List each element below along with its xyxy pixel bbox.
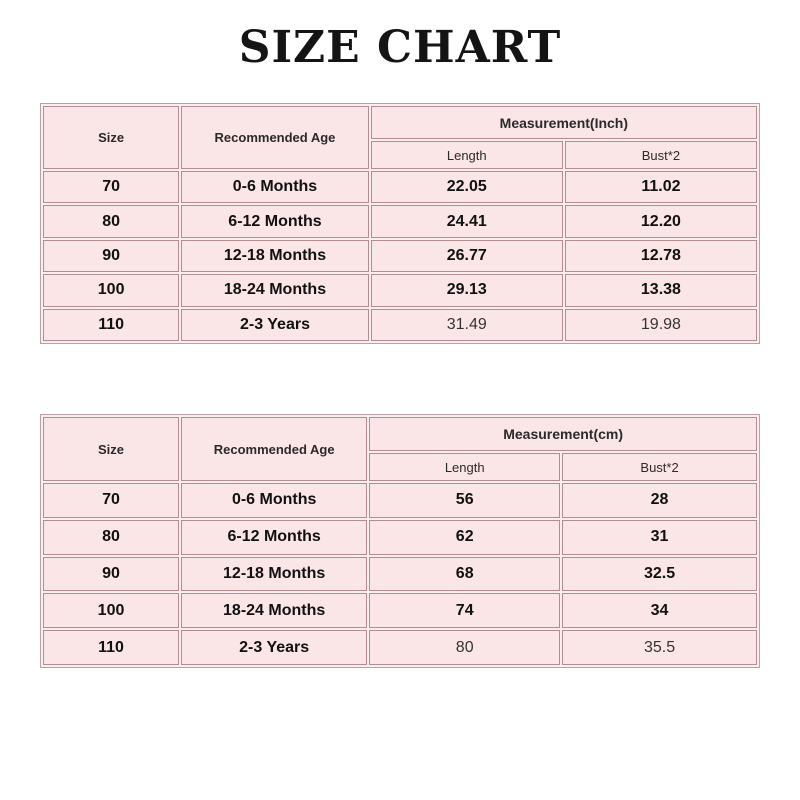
cell-age: 12-18 Months	[181, 557, 367, 592]
cell-bust: 12.78	[565, 240, 757, 272]
cell-length: 62	[369, 520, 560, 555]
cell-bust: 28	[562, 483, 757, 518]
table-row	[43, 557, 757, 592]
cell-age: 0-6 Months	[181, 171, 368, 203]
cell-length: 22.05	[371, 171, 563, 203]
cell-size: 110	[43, 630, 179, 665]
cell-length: 24.41	[371, 205, 563, 237]
cell-age: 2-3 Years	[181, 630, 367, 665]
size-chart-inch-table	[40, 103, 760, 344]
table-row	[43, 205, 757, 237]
cell-length: 26.77	[371, 240, 563, 272]
header-bust: Bust*2	[565, 141, 757, 169]
cell-size: 90	[43, 240, 179, 272]
cell-size: 80	[43, 205, 179, 237]
header-recommended-age: Recommended Age	[181, 106, 368, 169]
table-row	[43, 483, 757, 518]
cell-bust: 11.02	[565, 171, 757, 203]
cell-length: 68	[369, 557, 560, 592]
cell-length: 31.49	[371, 309, 563, 341]
cell-age: 2-3 Years	[181, 309, 368, 341]
cell-length: 80	[369, 630, 560, 665]
table-row	[43, 274, 757, 306]
table-row	[43, 520, 757, 555]
table-row	[43, 630, 757, 665]
cell-bust: 19.98	[565, 309, 757, 341]
table-row	[43, 171, 757, 203]
table-row	[43, 593, 757, 628]
cell-bust: 34	[562, 593, 757, 628]
cell-age: 18-24 Months	[181, 593, 367, 628]
header-measurement: Measurement(Inch)	[371, 106, 757, 139]
cell-size: 70	[43, 171, 179, 203]
cell-age: 6-12 Months	[181, 520, 367, 555]
header-bust: Bust*2	[562, 453, 757, 481]
cell-bust: 12.20	[565, 205, 757, 237]
page-title: SIZE CHART	[238, 22, 562, 73]
cell-size: 100	[43, 274, 179, 306]
cell-bust: 13.38	[565, 274, 757, 306]
cell-size: 90	[43, 557, 179, 592]
table-row	[43, 240, 757, 272]
cell-size: 70	[43, 483, 179, 518]
cell-size: 110	[43, 309, 179, 341]
cell-size: 100	[43, 593, 179, 628]
cell-age: 18-24 Months	[181, 274, 368, 306]
cell-age: 12-18 Months	[181, 240, 368, 272]
cell-bust: 35.5	[562, 630, 757, 665]
cell-bust: 31	[562, 520, 757, 555]
header-size: Size	[43, 417, 179, 481]
header-size: Size	[43, 106, 179, 169]
table-row	[43, 309, 757, 341]
cell-length: 74	[369, 593, 560, 628]
cell-size: 80	[43, 520, 179, 555]
cell-length: 56	[369, 483, 560, 518]
header-measurement: Measurement(cm)	[369, 417, 757, 451]
cell-length: 29.13	[371, 274, 563, 306]
header-recommended-age: Recommended Age	[181, 417, 367, 481]
cell-bust: 32.5	[562, 557, 757, 592]
cell-age: 0-6 Months	[181, 483, 367, 518]
size-chart-cm-table	[40, 414, 760, 668]
header-length: Length	[369, 453, 560, 481]
cell-age: 6-12 Months	[181, 205, 368, 237]
header-length: Length	[371, 141, 563, 169]
